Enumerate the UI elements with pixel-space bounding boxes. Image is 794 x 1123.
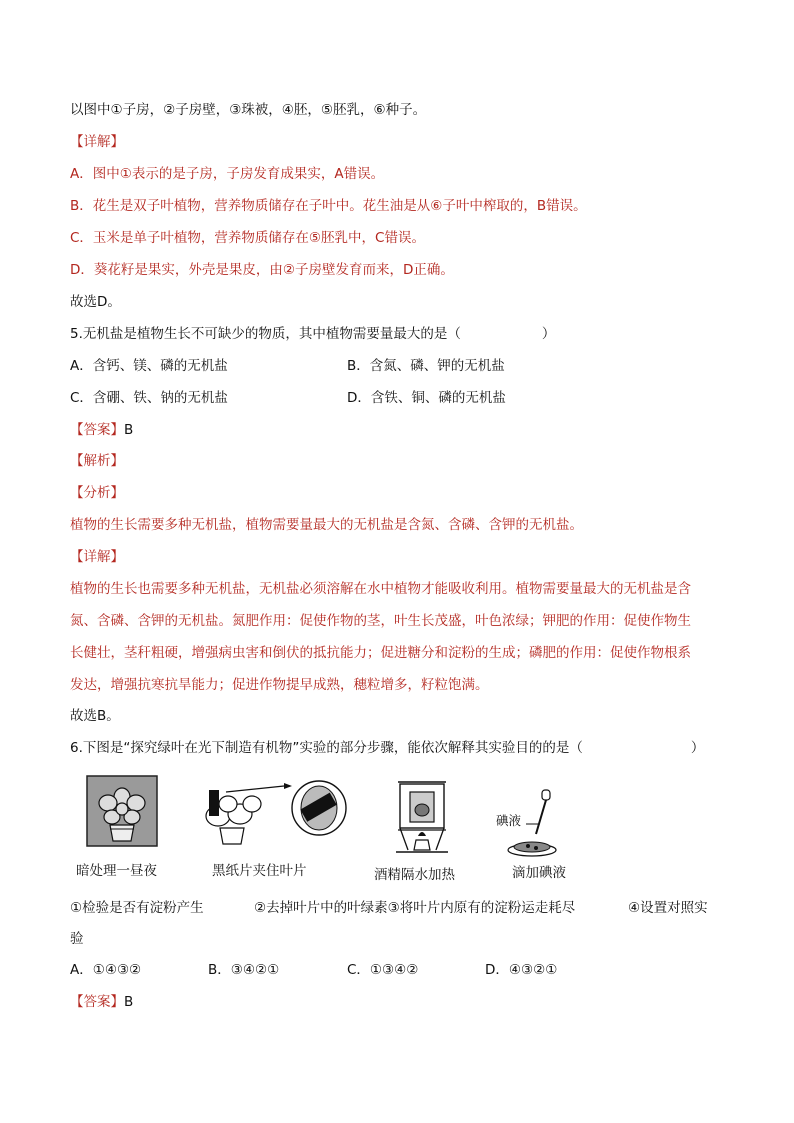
q4-explain-c: C．玉米是单子叶植物，营养物质储存在⑤胚乳中，C错误。	[70, 230, 425, 246]
q6-answer-row	[70, 993, 133, 1011]
q4-detail-tag: 【详解】	[70, 134, 124, 150]
q5-option-d: D．含铁、铜、磷的无机盐	[347, 390, 506, 406]
q5-stem: 5.无机盐是植物生长不可缺少的物质，其中植物需要量最大的是（ ）	[70, 326, 556, 342]
caption-water-bath: 酒精隔水加热	[374, 867, 455, 883]
caption-dark-treatment: 暗处理一昼夜	[76, 863, 157, 879]
q5-option-b: B．含氮、磷、钾的无机盐	[347, 358, 505, 374]
q5-analysis-tag: 【解析】	[70, 453, 124, 469]
q5-detail-line-3: 长健壮，茎秆粗硬，增强病虫害和倒伏的抵抗能力；促进糖分和淀粉的生成；磷肥的作用：促使作物根系	[70, 645, 691, 661]
q6-answer: B	[124, 994, 134, 1010]
water-bath-figure	[394, 780, 450, 864]
q6-purpose-4: ④设置对照实	[628, 900, 708, 916]
q6-option-b: B．③④②①	[208, 962, 280, 978]
q5-fenxi-tag: 【分析】	[70, 485, 124, 501]
q6-option-d: D．④③②①	[485, 962, 558, 978]
q4-legend: 以图中①子房，②子房壁，③珠被，④胚，⑤胚乳，⑥种子。	[70, 102, 427, 118]
caption-iodine: 滴加碘液	[512, 865, 566, 881]
q5-detail-tag: 【详解】	[70, 549, 124, 565]
q4-choose: 故选D。	[70, 294, 121, 310]
q5-detail-line-1: 植物的生长也需要多种无机盐，无机盐必须溶解在水中植物才能吸收利用。植物需要量最大的无机盐是含	[70, 581, 691, 597]
q6-purpose-1: ①检验是否有淀粉产生	[70, 900, 204, 916]
q6-purpose-2-3: ②去掉叶片中的叶绿素③将叶片内原有的淀粉运走耗尽	[254, 900, 576, 916]
q5-answer-row	[70, 421, 133, 439]
black-paper-figure	[198, 778, 356, 848]
q4-explain-d: D．葵花籽是果实，外壳是果皮，由②子房壁发育而来，D正确。	[70, 262, 454, 278]
q6-answer-tag: 【答案】	[70, 994, 124, 1010]
q5-fenxi: 植物的生长需要多种无机盐，植物需要量最大的无机盐是含氮、含磷、含钾的无机盐。	[70, 517, 583, 533]
q6-option-c: C．①③④②	[347, 962, 419, 978]
q5-choose: 故选B。	[70, 708, 120, 724]
q4-explain-a: A．图中①表示的是子房，子房发育成果实，A错误。	[70, 166, 385, 182]
q6-stem: 6.下图是“探究绿叶在光下制造有机物”实验的部分步骤，能依次解释其实验目的的是（ ）	[70, 740, 705, 756]
q5-option-a: A．含钙、镁、磷的无机盐	[70, 358, 228, 374]
q5-detail-line-4: 发达，增强抗寒抗旱能力；促进作物提早成熟，穗粒增多，籽粒饱满。	[70, 677, 489, 693]
dark-treatment-figure	[86, 775, 158, 847]
iodine-label: 碘液	[496, 813, 522, 828]
q5-answer: B	[124, 422, 134, 438]
q6-purpose-4-cont: 验	[70, 931, 84, 947]
caption-black-paper: 黑纸片夹住叶片	[212, 863, 307, 879]
q6-option-a: A．①④③②	[70, 962, 142, 978]
q4-explain-b: B．花生是双子叶植物，营养物质储存在子叶中。花生油是从⑥子叶中榨取的，B错误。	[70, 198, 587, 214]
q5-detail-line-2: 氮、含磷、含钾的无机盐。氮肥作用：促使作物的茎，叶生长茂盛，叶色浓绿；钾肥的作用：促使作物生	[70, 613, 691, 629]
q5-answer-tag: 【答案】	[70, 422, 124, 438]
q5-option-c: C．含硼、铁、钠的无机盐	[70, 390, 228, 406]
iodine-drop-figure	[500, 788, 570, 860]
